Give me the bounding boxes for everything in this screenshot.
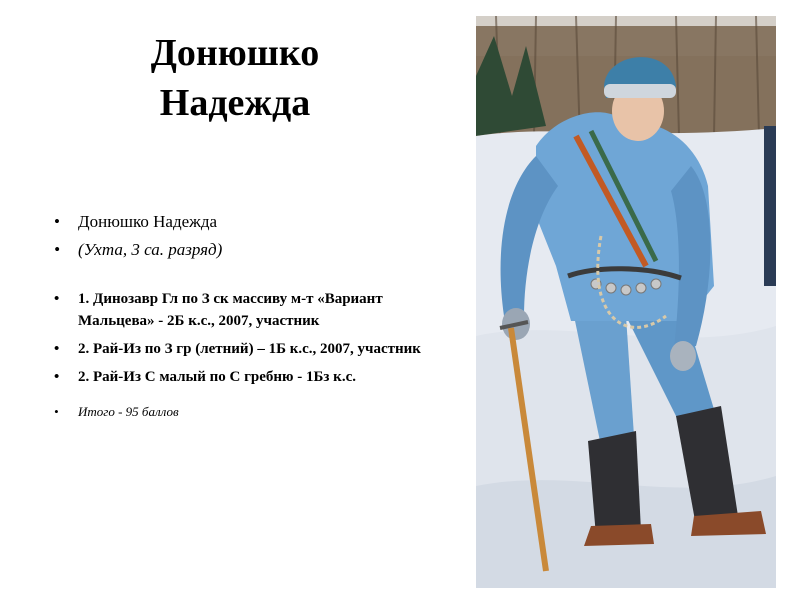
slide-title [110,28,360,128]
title-line-name: Надежда [159,82,311,124]
title-line-surname: Донюшко [150,32,320,74]
bullet-city-rank: • (Ухта, 3 са. разряд) [52,238,452,262]
bullet-route-1: • 1. Динозавр Гл по З ск массиву м-т «Вариант Мальцева» - 2Б к.с., 2007, участник [52,288,452,332]
bullet-name: • Донюшко Надежда [52,210,452,234]
bullet-list [52,210,452,422]
bullet-route-3: • 2. Рай-Из С малый по С гребню - 1Бз к.с. [52,366,452,388]
climber-photo [476,16,776,588]
bullet-route-2: • 2. Рай-Из по З гр (летний) – 1Б к.с., 2007, участник [52,338,452,360]
bullet-total: • Итого - 95 баллов [52,402,452,422]
